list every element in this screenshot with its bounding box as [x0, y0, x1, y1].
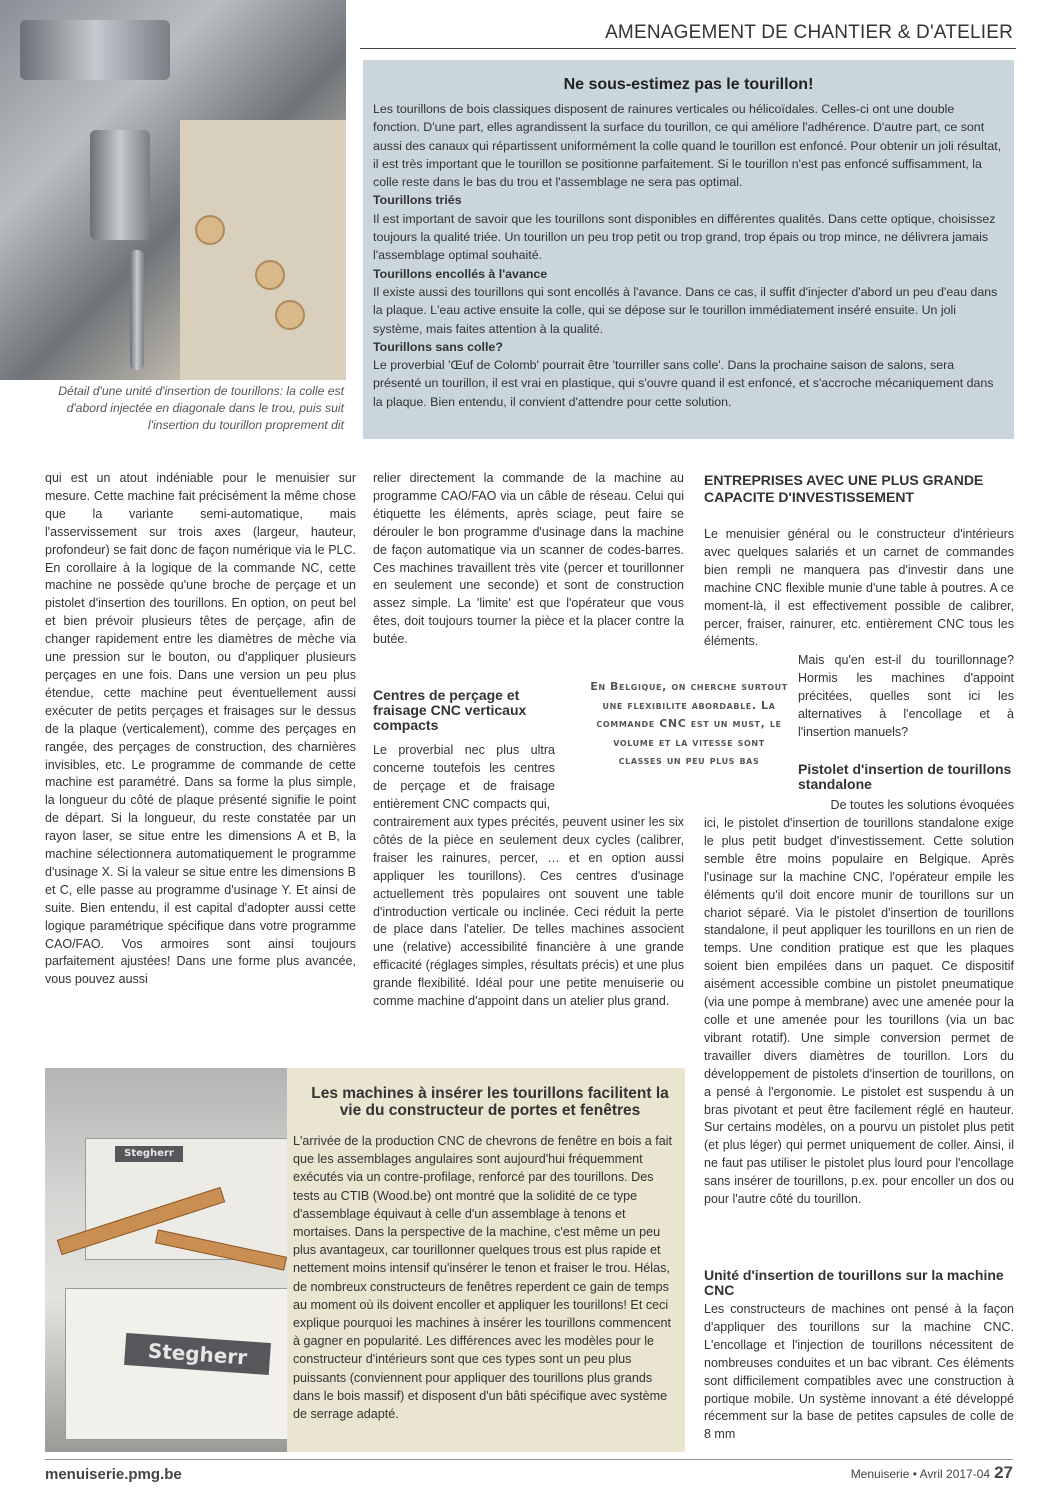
header-rule [360, 48, 1016, 49]
article-column-2 [373, 470, 684, 649]
machine-logo-large: Stegherr [124, 1333, 271, 1375]
machines-box-text: L'arrivée de la production CNC de chevrons de fenêtre en bois a fait que les assemblages angulaires sont aujourd'hui fréquemment exécutés via un contre-profilage, renforcé par des tourillons. Des tests au CTIB (Wood.be) ont montré que la solidité de ce type d'assemblage équivaut à celle d'un assemblage à tenons et mortaises. Dans la perspective de la machine, c'est même un peu plus avantageux, car tourillonner quelques trous est plus rapide et nettement moins intensif qu'insérer le tenon et fraiser le trou. Hélas, de nombreux constructeurs de fenêtres reperdent ce gain de temps au moment où ils doivent encoller et appliquer les tourillons! Et ceci explique pourquoi les machines à insérer les tourillons commencent à gagner en popularité. Les différences avec les modèles pour le constructeur d'intérieurs sont que ces types sont un peu plus puissants (conviennent pour appliquer des tourillons plus grands dans le bois massif) et disposent d'un bâti spécifique avec système de serrage adapté. [293, 1134, 673, 1422]
column-3-text-end: Les constructeurs de machines ont pensé à la façon d'appliquer des tourillons sur la machine CNC. L'encollage et l'injection de tourillons nécessitent de nombreuses conduites et un bac vibrant. Ces éléments sont difficilement compatibles avec une construction à portique mobile. Un système innovant a été développé récemment sur la base de petites capsules de colle de 8 mm [704, 1302, 1014, 1442]
article-column-3 [704, 526, 1014, 651]
dowel-insertion-photo [0, 0, 346, 380]
article-column-3-lead [798, 797, 1014, 815]
footer-rule [45, 1459, 1013, 1460]
column-3-subheading: Pistolet d'insertion de tourillons standalone [798, 761, 1012, 792]
article-column-3-continued [704, 815, 1014, 1209]
column-3-text: Le menuisier général ou le constructeur d'intérieurs avec quelques salariés et un carnet de commandes bien rempli ne manquera pas d'investir dans une machine CNC flexible munie d'une table à poutres. A ce moment-là, il est effectivement possible de calibrer, percer, fraiser, rainurer, etc. entièrement CNC tous les éléments. [704, 527, 1014, 649]
photo-metal-arm [90, 130, 150, 240]
column-1-text: qui est un atout indéniable pour le menuisier sur mesure. Cette machine fait précisément la même chose que la variante semi-automatique, mais l'asservissement sur trois axes (largeur, hauteur, profondeur) se fait donc de façon numérique via le PLC. En corollaire à la logique de la commande NC, cette machine ne possède qu'une broche de perçage et un pistolet d'insertion des tourillons. En option, on peut bel et bien prévoir plusieurs têtes de perçage, afin de changer rapidement entre les diamètres de mèche via une pression sur le bouton, ou d'appliquer plusieurs perçages en une fois. Dans une version un peu plus étendue, cette machine peut éventuellement aussi exécuter de petits perçages et fraisages sur le dessus de la plaque (verticalement), comme des perçages en rangée, des perçages de construction, des charnières invisibles, etc. Le programme de commande de cette machine est paramétré. Dans sa forme la plus simple, la longueur du côté de plaque présenté signifie le point de départ. Si la longueur, du reste constatée par un rayon laser, se situe entre les dimensions A et B, la machine sélectionnera automatiquement le programme d'usinage X. Si la valeur se situe entre les dimensions B et C, elle passe au programme d'usinage Y. Et ainsi de suite. Bien entendu, il est capital d'adopter aussi cette logique paramétrique spécifique dans votre programme CAO/FAO. Vos armoires sont ainsi toujours parfaitement ajustées! Dans une forme plus avancée, vous pouvez aussi [45, 471, 356, 987]
column-2-text-wrap: Le proverbial nec plus ultra concerne toutefois les centres de perçage et de fraisage entièrement CNC compacts qui, [373, 743, 555, 811]
machines-box-title: Les machines à insérer les tourillons facilitent la vie du constructeur de portes et fenêtres [311, 1085, 669, 1119]
sidebox-subheading: Tourillons encollés à l'avance [373, 266, 548, 281]
photo-metal-block [20, 20, 170, 80]
dowel-machine-photo [45, 1068, 287, 1452]
info-sidebox [363, 60, 1014, 439]
photo-panel [180, 120, 346, 380]
article-column-2-wrap [373, 742, 555, 814]
article-column-3-wrap [798, 652, 1014, 742]
machine-logo-small: Stegherr [115, 1146, 183, 1162]
photo-caption: Détail d'une unité d'insertion de tourillons: la colle est d'abord injectée en diagonale dans le trou, puis suit l'insertion du tourillon proprement dit [58, 384, 344, 432]
pull-quote: En Belgique, on cherche surtout une flexibilite abordable. La commande CNC est un must, le volume et la vitesse sont classes un peu plus bas [590, 680, 788, 767]
column-3-text-lead: De toutes les solutions évoquées [830, 798, 1014, 812]
column-3-subheading: Unité d'insertion de tourillons sur la machine CNC [704, 1267, 1004, 1298]
photo-dowel [255, 260, 285, 290]
sidebox-subheading: Tourillons sans colle? [373, 339, 503, 354]
footer-issue [851, 1463, 1013, 1483]
sidebox-intro: Les tourillons de bois classiques disposent de rainures verticales ou hélicoïdales. Celles-ci ont une double fonction. D'une part, elles agrandissent la surface du tourillon, ce qui améliore l'adhérence. D'autre part, ce sont aussi des canaux qui répartissent uniformément la colle quand le tourillon est enfoncé. Pour obtenir un joli résultat, il est très important que le tourillon se positionne parfaitement. Si le tourillon n'est pas enfoncé suffisamment, la colle reste dans le bas du trou et l'assemblage ne sera pas optimal. [373, 102, 1002, 190]
section-header: AMENAGEMENT DE CHANTIER & D'ATELIER [605, 22, 1013, 43]
sidebox-paragraph: Il est important de savoir que les tourillons sont disponibles en différentes qualités. Dans cette optique, choisissez toujours la qualité triée. Un tourillon un peu trop petit ou trop grand, trop épais ou trop mince, ne délivrera jamais l'assemblage optimal souhaité. [373, 211, 996, 263]
column-2-heading: Centres de perçage et fraisage CNC verticaux compacts [373, 687, 527, 733]
sidebox-paragraph: Le proverbial 'Œuf de Colomb' pourrait être 'tourriller sans colle'. Dans la prochaine saison de salons, sera présenté un tourillon, il est vrai en plastique, qui s'ouvre quand il est enfoncé, et s'accroche mécaniquement dans la plaque. Bien entendu, il convient d'attendre pour cette solution. [373, 358, 994, 409]
column-3-heading: ENTREPRISES AVEC UNE PLUS GRANDE CAPACITE D'INVESTISSEMENT [704, 472, 984, 505]
sidebox-subheading: Tourillons triés [373, 193, 462, 208]
article-column-1 [45, 470, 356, 989]
page-number: 27 [994, 1463, 1013, 1482]
article-column-2-continued [373, 814, 684, 1011]
photo-dowel [275, 300, 305, 330]
column-2-text: relier directement la commande de la machine au programme CAO/FAO via un câble de réseau. Celui qui étiquette les éléments, après sciage, peut faire se dérouler le bon programme d'usinage dans la machine de façon automatique via un scanner de codes-barres. Ces machines travaillent très vite (percer et tourillonner en seulement une seconde) et sont de construction assez simple. La 'limite' est que l'opérateur que vous êtes, doit toujours tourner la pièce et la placer contre la butée. [373, 471, 684, 647]
column-3-text-wrap: Mais qu'en est-il du tourillonnage? Hormis les machines d'appoint précitées, quelles sont ici les alternatives à l'encollage et à l'insertion manuels? [798, 653, 1014, 739]
article-column-3-end [704, 1301, 1014, 1444]
column-3-text-continued: ici, le pistolet d'insertion de tourillons standalone exige le plus petit budget d'investissement. Cette solution semble être moins populaire en Belgique. Après l'usinage sur la machine CNC, l'opérateur empile les éléments qu'il doit encore munir de tourillons sur un chariot séparé. Via le pistolet d'insertion de tourillons standalone, il peut appliquer les tourillons en un rien de temps. Une condition pratique est que les plaques soient bien empilées dans un paquet. Ce dispositif aisément accessible combine un pistolet pneumatique (via une pompe à membrane) avec une amenée pour la colle et une amenée pour les tourillons (via un bac vibrant rotatif). Une simple conversion permet de travailler divers diamètres de tourillon. Lors du développement de pistolets d'insertion de tourillons, on a pensé à l'ergonomie. Le pistolet est suspendu à un bras pivotant et peut être facilement réglé en hauteur. Sur certains modèles, on a pourvu un pistolet plus petit (et plus léger) qui permet uniquement de coller. Ainsi, il ne faut pas utiliser le pistolet plus lourd pour l'encollage sans insérer de tourillons, p.ex. pour encoller un dos ou pour l'autre côté du tourillon. [704, 816, 1014, 1207]
column-2-text-continued: contrairement aux types précités, peuvent usiner les six côtés de la pièce en seulement deux cycles (calibrer, fraiser les rainures, percer, … et en option aussi appliquer les tourillons). Ces centres d'usinage actuellement très populaires ont souvent une table d'introduction verticale ou inclinée. Ceci réduit la perte de place dans l'atelier. De telles machines associent une (relative) accessibilité financière à une grande efficacité (réglages simples, résultats précis) et une plus grande flexibilité. Idéal pour une petite menuiserie ou comme machine d'appoint dans un atelier plus grand. [373, 815, 684, 1009]
photo-dowel [195, 215, 225, 245]
photo-metal-nozzle [130, 250, 144, 370]
sidebox-paragraph: Il existe aussi des tourillons qui sont encollés à l'avance. Dans ce cas, il suffit d'injecter d'abord un peu d'eau dans la plaque. L'eau active ensuite la colle, qui se dépose sur le tourillon immédiatement inséré ensuite. Un joli système, mais faites attention à la qualité. [373, 284, 998, 336]
footer-issue-label: Menuiserie • Avril 2017-04 [850, 1467, 991, 1481]
sidebox-title: Ne sous-estimez pas le tourillon! [563, 76, 814, 93]
footer-website[interactable]: menuiserie.pmg.be [45, 1466, 182, 1483]
